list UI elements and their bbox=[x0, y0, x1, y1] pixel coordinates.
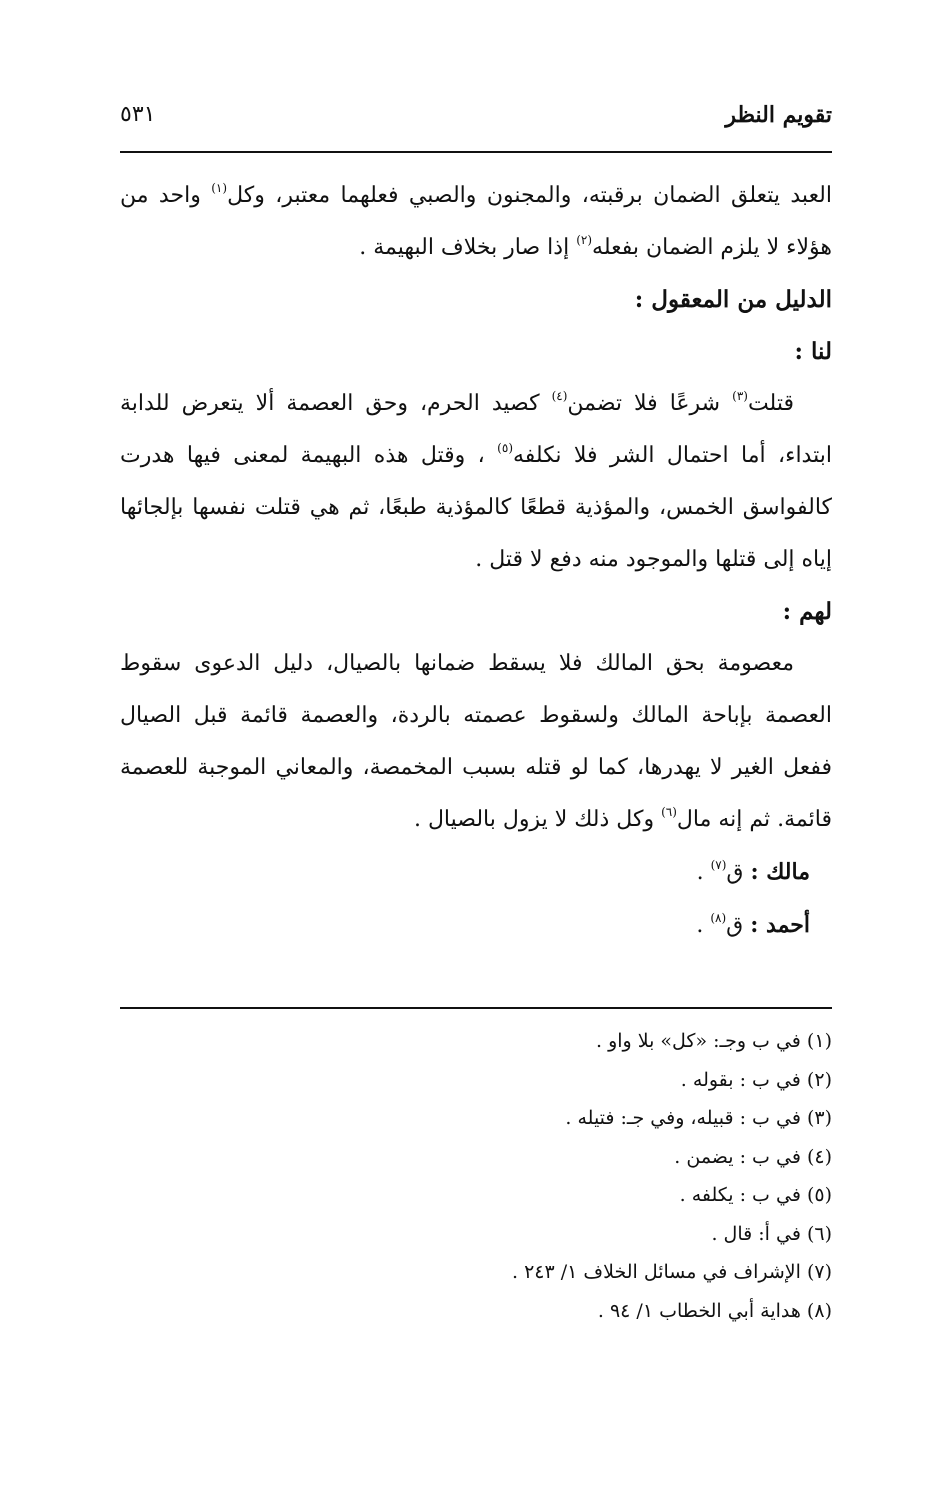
footnote-6: (٦) في أ: قال . bbox=[711, 1222, 832, 1245]
text-run: ، وقتل هذه البهيمة لمعنى فيها هدرت كالفواسق الخمس، والمؤذية قطعًا كالمؤذية طبعًا، ثم هي قتلت نفسها بإلجائها إياه إلى قتلها والموجود منه دفع لا قتل . bbox=[120, 443, 832, 572]
ahmad-label: أحمد : bbox=[750, 912, 810, 938]
footnote-ref-4: (٤) bbox=[551, 389, 568, 403]
text-run: شرعًا فلا تضمن bbox=[567, 391, 733, 416]
opinion-ahmad bbox=[120, 899, 832, 952]
malik-label: مالك : bbox=[750, 859, 810, 885]
footnote-ref-5: (٥) bbox=[497, 441, 513, 455]
header-rule bbox=[120, 151, 832, 153]
paragraph-2 bbox=[120, 378, 832, 586]
text-run: واحد من هؤلاء لا يلزم الضمان بفعله bbox=[120, 183, 832, 260]
footnote-ref-3: (٣) bbox=[732, 389, 748, 403]
text-run: وكل ذلك لا يزول بالصيال . bbox=[413, 807, 662, 832]
footnote-ref-7: (٧) bbox=[710, 858, 727, 872]
text-run: العبد يتعلق الضمان برقبته، والمجنون والصبي فعلهما معتبر، وكل bbox=[227, 183, 833, 208]
running-header bbox=[120, 95, 832, 135]
subheading-lahum: لهم : bbox=[782, 598, 832, 625]
footnote-ref-2: (٢) bbox=[576, 233, 593, 247]
footnote-rule bbox=[120, 1007, 832, 1009]
footnote-ref-8: (٨) bbox=[710, 911, 727, 925]
footnote-ref-6: (٦) bbox=[661, 805, 677, 819]
section-heading: الدليل من المعقول : bbox=[634, 286, 832, 313]
text-run: كصيد الحرم، وحق العصمة ألا يتعرض للدابة ابتداء، أما احتمال الشر فلا نكلفه bbox=[120, 391, 832, 468]
text-run: . bbox=[696, 913, 711, 938]
paragraph-1 bbox=[120, 170, 832, 274]
paragraph-3 bbox=[120, 638, 832, 846]
footnote-2: (٢) في ب : بقوله . bbox=[680, 1068, 832, 1091]
footnote-ref-1: (١) bbox=[211, 181, 228, 195]
main-text bbox=[120, 170, 832, 952]
text-run: قتلت bbox=[747, 391, 794, 416]
subheading-lana: لنا : bbox=[794, 338, 832, 365]
opinion-malik bbox=[120, 846, 832, 899]
text-run: ق bbox=[726, 913, 751, 938]
text-run: معصومة بحق المالك فلا يسقط ضمانها بالصيال، دليل الدعوى سقوط العصمة بإباحة المالك ولسقوط عصمته بالردة، والعصمة قائمة قبل الصيال ففعل الغير لا يهدرها، كما لو قتله بسبب المخمصة، والمعاني الموجبة للعصمة قائمة. ثم إنه مال bbox=[120, 651, 832, 832]
footnote-5: (٥) في ب : يكلفه . bbox=[679, 1184, 832, 1206]
footnote-7: (٧) الإشراف في مسائل الخلاف ١/ ٢٤٣ . bbox=[511, 1261, 832, 1283]
footnote-8: (٨) هداية أبي الخطاب ١/ ٩٤ . bbox=[597, 1299, 832, 1322]
text-run: . bbox=[696, 860, 711, 885]
footnotes bbox=[120, 1022, 832, 1330]
running-title: تقويم النظر bbox=[725, 102, 832, 128]
footnote-3: (٣) في ب : قبيله، وفي جـ: فتيله . bbox=[565, 1107, 832, 1129]
footnote-4: (٤) في ب : يضمن . bbox=[674, 1145, 832, 1168]
text-run: إذا صار بخلاف البهيمة . bbox=[359, 235, 577, 260]
text-run: ق bbox=[726, 860, 751, 885]
footnote-1: (١) في ب وجـ: «كل» بلا واو . bbox=[595, 1030, 832, 1052]
page-number: ٥٣١ bbox=[120, 102, 156, 127]
